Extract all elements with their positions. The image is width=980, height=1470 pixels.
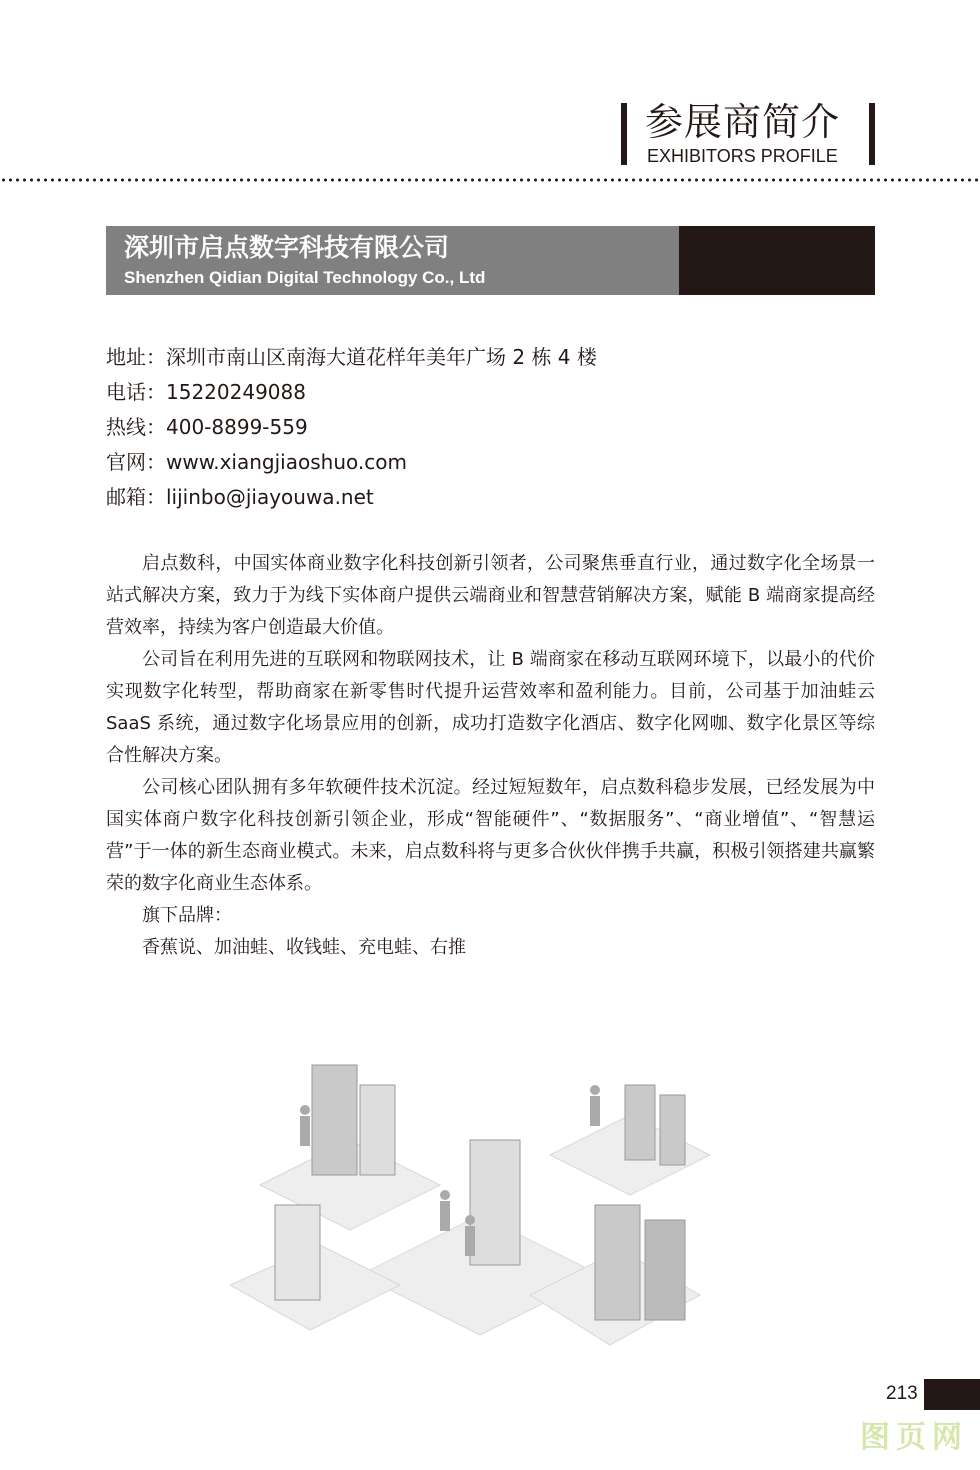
company-name-cn: 深圳市启点数字科技有限公司 (124, 233, 450, 262)
brands-heading: 旗下品牌： (142, 905, 232, 926)
kiosk (625, 1085, 655, 1160)
paragraph: 启点数科，中国实体商业数字化科技创新引领者，公司聚焦垂直行业，通过数字化全场景一站式解决方案，致力于为线下实体商户提供云端商业和智慧营销解决方案，赋能 B 端商家提高经营效率，持续为客户创造最大价值。 (106, 553, 875, 638)
header-bar-left (621, 103, 627, 165)
value: lijinbo@jiayouwa.net (166, 485, 374, 509)
fridge (275, 1205, 320, 1300)
page-number: 213 (886, 1383, 918, 1404)
label: 热线： (106, 415, 166, 439)
paragraph: 公司旨在利用先进的互联网和物联网技术，让 B 端商家在移动互联网环境下，以最小的代价实现数字化转型，帮助商家在新零售时代提升运营效率和盈利能力。目前，公司基于加油蛙云 SaaS 系统，通过数字化场景应用的创新，成功打造数字化酒店、数字化网咖、数字化景区等综合性解决方案。 (106, 649, 875, 766)
vending-machine (645, 1220, 685, 1320)
contact-email (106, 480, 597, 515)
value: www.xiangjiaoshuo.com (166, 450, 407, 474)
vending-machine (360, 1085, 395, 1175)
value: 15220249088 (166, 380, 306, 404)
label: 邮箱： (106, 485, 166, 509)
kiosk (660, 1095, 685, 1165)
label: 电话： (106, 380, 166, 404)
contact-hotline (106, 410, 597, 445)
header-bar-right (869, 103, 875, 165)
contact-address (106, 340, 597, 375)
contact-phone (106, 375, 597, 410)
company-description (106, 548, 875, 964)
contact-website (106, 445, 597, 480)
company-banner-accent (679, 226, 875, 295)
label: 地址： (106, 345, 166, 369)
value: 400-8899-559 (166, 415, 308, 439)
dotted-divider (0, 178, 980, 182)
brands-list: 香蕉说、加油蛙、收钱蛙、充电蛙、右推 (142, 937, 466, 958)
value: 深圳市南山区南海大道花样年美年广场 2 栋 4 楼 (166, 345, 597, 369)
label: 官网： (106, 450, 166, 474)
paragraph: 公司核心团队拥有多年软硬件技术沉淀。经过短短数年，启点数科稳步发展，已经发展为中国实体商户数字化科技创新引领企业，形成“智能硬件”、“数据服务”、“商业增值”、“智慧运营”于一体的新生态商业模式。未来，启点数科将与更多合伙伙伴携手共赢，积极引领搭建共赢繁荣的数字化商业生态体系。 (106, 777, 875, 894)
section-subtitle: EXHIBITORS PROFILE (647, 146, 838, 166)
retail-kiosk-illustration (230, 1045, 730, 1365)
watermark-logo: 图页网 (860, 1420, 968, 1455)
vending-machine (312, 1065, 357, 1175)
contact-list (106, 340, 597, 515)
company-name-en: Shenzhen Qidian Digital Technology Co., Ltd (124, 268, 486, 287)
section-title: 参展商简介 (645, 100, 841, 144)
vending-machine (470, 1140, 520, 1265)
vending-machine (595, 1205, 640, 1320)
page-number-tab (924, 1379, 980, 1410)
